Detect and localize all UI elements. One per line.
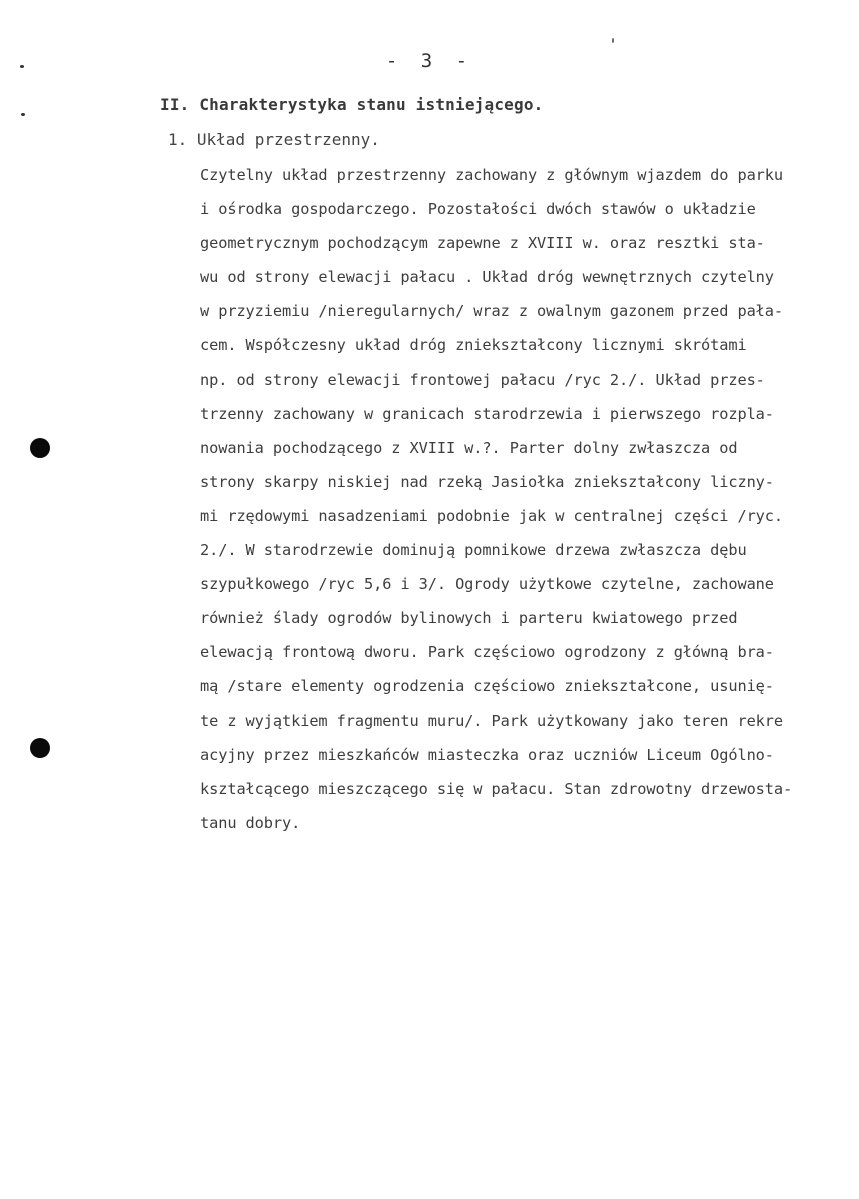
body-line: strony skarpy niskiej nad rzeką Jasiołka zniekształcony liczny-	[200, 472, 774, 491]
body-line: mą /stare elementy ogrodzenia częściowo zniekształcone, usunię-	[200, 677, 774, 696]
body-line: nowania pochodzącego z XVIII w.?. Parter dolny zwłaszcza od	[200, 438, 738, 457]
body-line: Czytelny układ przestrzenny zachowany z głównym wjazdem do parku	[200, 166, 784, 184]
paper-speck	[612, 38, 614, 43]
body-line: 2./. W starodrzewie dominują pomnikowe drzewa zwłaszcza dębu	[200, 541, 747, 560]
body-line: i ośrodka gospodarczego. Pozostałości dwóch stawów o układzie	[200, 200, 756, 219]
body-line: mi rzędowymi nasadzeniami podobnie jak w centralnej części /ryc.	[200, 506, 784, 525]
body-paragraph	[200, 164, 850, 846]
body-line: szypułkowego /ryc 5,6 i 3/. Ogrody użytkowe czytelne, zachowane	[200, 575, 774, 594]
paper-speck	[21, 113, 25, 116]
body-line: elewacją frontową dworu. Park częściowo ogrodzony z główną bra-	[200, 643, 774, 662]
body-line: geometrycznym pochodzącym zapewne z XVIII w. oraz resztki sta-	[200, 234, 765, 253]
body-line: również ślady ogrodów bylinowych i parteru kwiatowego przed	[200, 609, 738, 628]
punch-hole	[30, 738, 50, 758]
body-line: kształcącego mieszczącego się w pałacu. Stan zdrowotny drzewosta-	[200, 779, 793, 798]
body-line: wu od strony elewacji pałacu . Układ dróg wewnętrznych czytelny	[200, 268, 774, 287]
page-number: - 3 -	[385, 50, 474, 72]
subsection-title: 1. Układ przestrzenny.	[168, 130, 380, 149]
section-title: II. Charakterystyka stanu istniejącego.	[160, 95, 544, 114]
body-line: w przyziemiu /nieregularnych/ wraz z owalnym gazonem przed pała-	[200, 302, 784, 321]
body-line: trzenny zachowany w granicach starodrzewia i pierwszego rozpla-	[200, 404, 774, 423]
body-line: cem. Współczesny układ dróg zniekształcony licznymi skrótami	[200, 336, 747, 355]
body-line: np. od strony elewacji frontowej pałacu /ryc 2./. Układ przes-	[200, 370, 765, 389]
body-line: acyjny przez mieszkańców miasteczka oraz uczniów Liceum Ogólno-	[200, 745, 774, 764]
body-line: tanu dobry.	[200, 813, 301, 832]
punch-hole	[30, 438, 50, 458]
body-line: te z wyjątkiem fragmentu muru/. Park użytkowany jako teren rekre	[200, 711, 784, 730]
